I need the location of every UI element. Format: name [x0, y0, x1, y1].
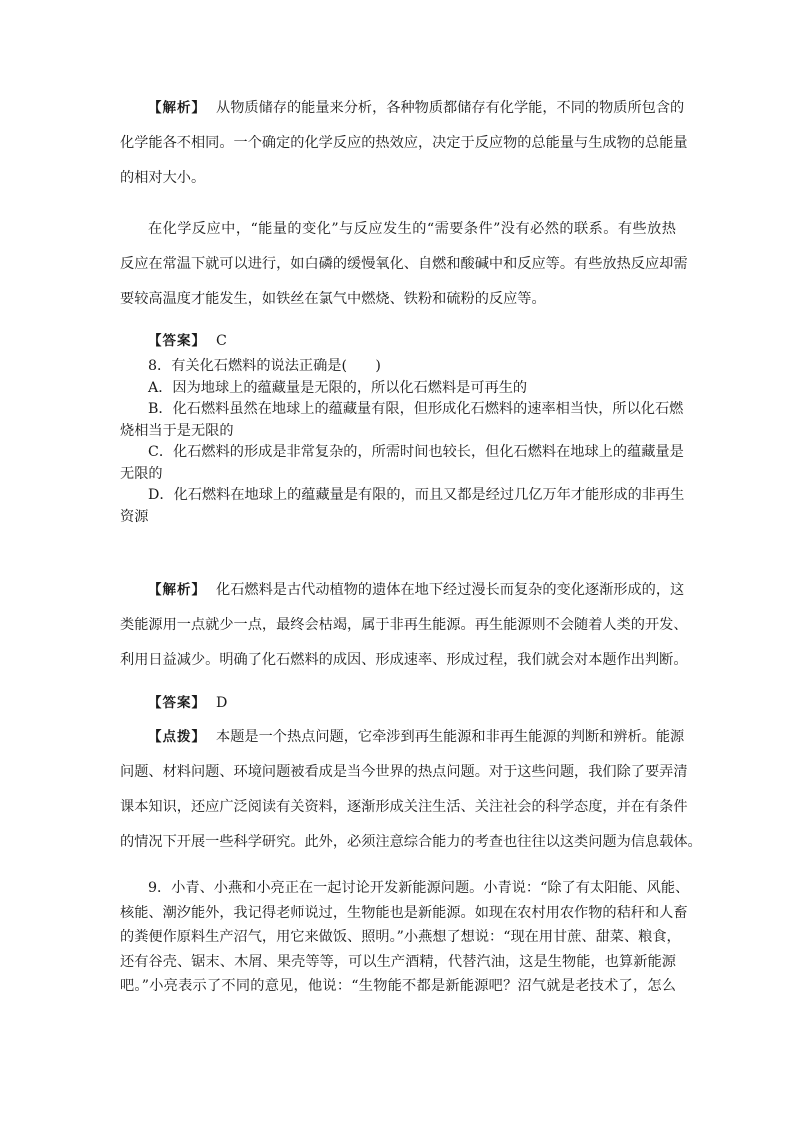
answer-2	[120, 692, 676, 714]
analysis-paragraph-2	[120, 212, 688, 317]
answer-value: C	[216, 333, 227, 349]
answer-1	[120, 330, 676, 352]
analysis-paragraph-3	[120, 573, 688, 678]
analysis-tag: 【解析】	[148, 582, 206, 598]
text-line: 的情况下开展一些科学研究。此外，必须注意综合能力的考查也往往以这类问题为信息载体。	[120, 834, 702, 850]
tip-tag: 【点拨】	[148, 729, 206, 745]
option-b-cont: 烧相当于是无限的	[120, 422, 234, 439]
analysis-tag: 【解析】	[148, 100, 206, 116]
question-8	[120, 356, 685, 528]
option-a: A．因为地球上的蕴藏量是无限的，所以化石燃料是可再生的	[148, 379, 528, 396]
text-line: 类能源用一点就少一点，最终会枯竭，属于非再生能源。再生能源则不会随着人类的开发、	[120, 617, 688, 633]
text-line: 还有谷壳、锯末、木屑、果壳等等，可以生产酒精，代替汽油，这是生物能，也算新能源	[120, 953, 676, 970]
analysis-paragraph-1	[120, 91, 688, 196]
text-line: 问题、材料问题、环境问题被看成是当今世界的热点问题。对于这些问题，我们除了要弄清	[120, 764, 688, 780]
text-line: 【解析】 化石燃料是古代动植物的遗体在地下经过漫长而复杂的变化逐渐形成的，这	[148, 582, 685, 598]
option-d-cont: 资源	[120, 508, 149, 525]
text-line: 要较高温度才能发生，如铁丝在氯气中燃烧、铁粉和硫粉的反应等。	[120, 291, 546, 307]
text-line: 化学能各不相同。一个确定的化学反应的热效应，决定于反应物的总能量与生成物的总能量	[120, 135, 688, 151]
option-d: D．化石燃料在地球上的蕴藏量是有限的，而且又都是经过几亿万年才能形成的非再生	[148, 487, 685, 503]
text-line: 的相对大小。	[120, 170, 206, 186]
text-line: 利用日益减少。明确了化石燃料的成因、形成速率、形成过程，我们就会对本题作出判断。	[120, 652, 688, 668]
answer-value: D	[216, 695, 228, 711]
text-line: 反应在常温下就可以进行，如白磷的缓慢氧化、自燃和酸碱中和反应等。有些放热反应却需	[120, 256, 688, 272]
option-c: C．化石燃料的形成是非常复杂的，所需时间也较长，但化石燃料在地球上的蕴藏量是	[148, 444, 684, 460]
question-9	[120, 876, 690, 999]
text-line: 吧。”小亮表示了不同的意见，他说：“生物能不都是新能源吧？沼气就是老技术了，怎么	[120, 978, 676, 994]
text-line: 【解析】 从物质储存的能量来分析，各种物质都储存有化学能，不同的物质所包含的	[148, 100, 685, 116]
option-b: B．化石燃料虽然在地球上的蕴藏量有限，但形成化石燃料的速率相当快，所以化石燃	[148, 401, 684, 417]
answer-tag: 【答案】	[148, 333, 206, 349]
text-line: 在化学反应中，“能量的变化”与反应发生的“需要条件”没有必然的联系。有些放热	[148, 221, 676, 237]
text-line: 【点拨】 本题是一个热点问题，它牵涉到再生能源和非再生能源的判断和辨析。能源	[148, 729, 685, 745]
text-line: 课本知识，还应广泛阅读有关资料，逐渐形成关注生活、关注社会的科学态度，并在有条件	[120, 799, 688, 815]
tip-paragraph	[120, 720, 702, 860]
text-line: 核能、潮汐能外，我记得老师说过，生物能也是新能源。如现在农村用农作物的秸秆和人畜	[120, 904, 688, 921]
option-c-cont: 无限的	[120, 465, 163, 482]
text-line: 9．小青、小燕和小亮正在一起讨论开发新能源问题。小青说：“除了有太阳能、风能、	[148, 880, 690, 896]
answer-tag: 【答案】	[148, 695, 206, 711]
text-line: 的粪便作原料生产沼气，用它来做饭、照明。”小燕想了想说：“现在用甘蔗、甜菜、粮食，	[120, 929, 681, 945]
question-stem: 8．有关化石燃料的说法正确是( )	[148, 358, 381, 374]
